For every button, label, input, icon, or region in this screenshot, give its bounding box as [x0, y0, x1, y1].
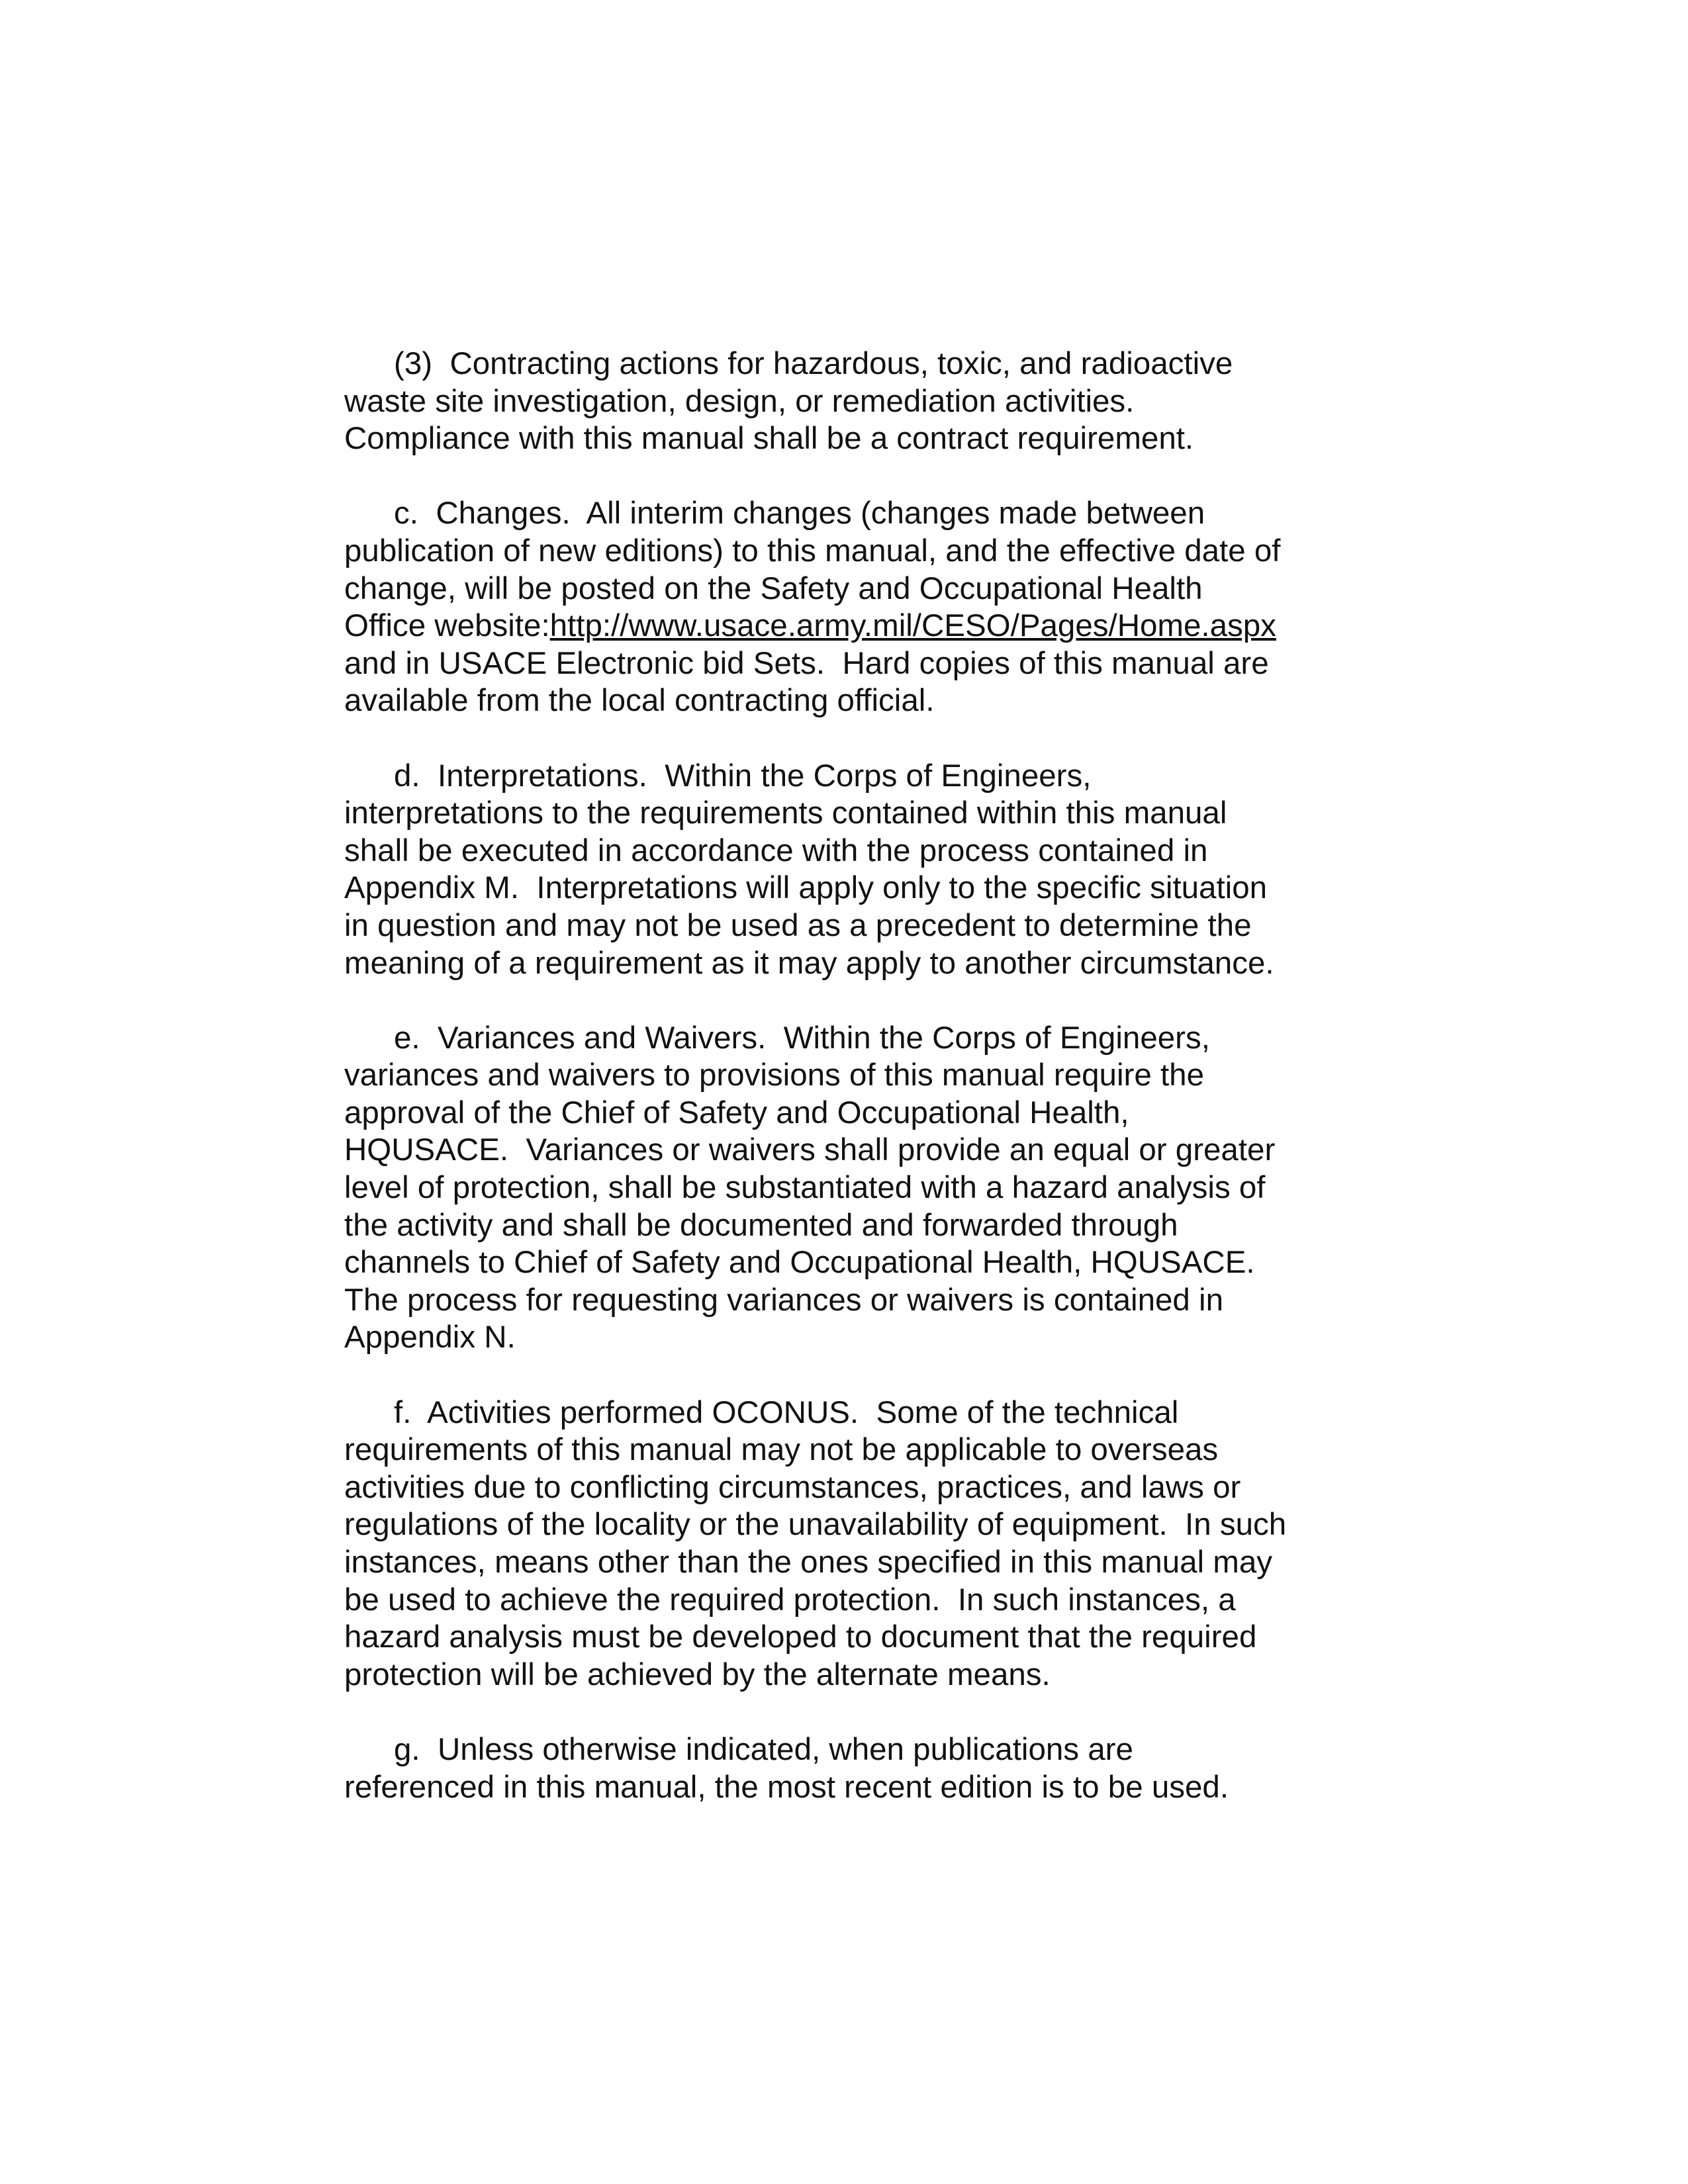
text-line: channels to Chief of Safety and Occupational Health, HQUSACE. [344, 1245, 1255, 1281]
text-line: level of protection, shall be substantiated with a hazard analysis of [344, 1170, 1266, 1206]
text-line: f. Activities performed OCONUS. Some of the technical [394, 1394, 1179, 1430]
text-line: d. Interpretations. Within the Corps of Engineers, [394, 758, 1092, 794]
paragraph-interpretations [344, 758, 1390, 983]
text-line: Appendix M. Interpretations will apply only to the specific situation [344, 870, 1268, 906]
paragraph-changes [344, 495, 1390, 720]
website-label: Office website: [344, 608, 550, 644]
paragraph-contracting-actions [344, 345, 1390, 458]
text-line: meaning of a requirement as it may apply to another circumstance. [344, 945, 1274, 981]
text-line: g. Unless otherwise indicated, when publications are [394, 1731, 1133, 1767]
text-line: The process for requesting variances or waivers is contained in [344, 1282, 1224, 1318]
paragraph-variances-waivers [344, 1020, 1390, 1357]
text-line: HQUSACE. Variances or waivers shall provide an equal or greater [344, 1132, 1276, 1168]
text-line: variances and waivers to provisions of this manual require the [344, 1058, 1204, 1093]
paragraph-oconus-activities [344, 1394, 1390, 1694]
text-line: instances, means other than the ones specified in this manual may [344, 1545, 1273, 1580]
text-line: approval of the Chief of Safety and Occupational Health, [344, 1095, 1129, 1130]
text-line: interpretations to the requirements contained within this manual [344, 796, 1227, 831]
text-line: available from the local contracting official. [344, 683, 935, 719]
text-line: Appendix N. [344, 1320, 516, 1355]
text-line: referenced in this manual, the most recent edition is to be used. [344, 1769, 1229, 1805]
text-line: shall be executed in accordance with the process contained in [344, 833, 1208, 868]
text-line: e. Variances and Waivers. Within the Corps of Engineers, [394, 1020, 1210, 1056]
paragraph-publications [344, 1731, 1390, 1806]
text-line: Compliance with this manual shall be a contract requirement. [344, 421, 1194, 457]
text-line: be used to achieve the required protection. In such instances, a [344, 1582, 1236, 1617]
text-line: hazard analysis must be developed to document that the required [344, 1619, 1257, 1655]
text-line: and in USACE Electronic bid Sets. Hard copies of this manual are [344, 645, 1269, 681]
text-line: activities due to conflicting circumstances, practices, and laws or [344, 1469, 1241, 1505]
text-line: change, will be posted on the Safety and Occupational Health [344, 570, 1203, 606]
text-line: the activity and shall be documented and forwarded through [344, 1207, 1178, 1243]
ceso-website-link[interactable]: http://www.usace.army.mil/CESO/Pages/Home.aspx [549, 608, 1276, 644]
text-line: in question and may not be used as a precedent to determine the [344, 907, 1252, 943]
text-line: (3) Contracting actions for hazardous, toxic, and radioactive [394, 346, 1233, 381]
text-line [344, 608, 1390, 645]
text-line: regulations of the locality or the unavailability of equipment. In such [344, 1507, 1287, 1543]
text-line: requirements of this manual may not be applicable to overseas [344, 1432, 1219, 1468]
text-line: c. Changes. All interim changes (changes made between [394, 496, 1205, 531]
body-text [344, 345, 1390, 1844]
text-line: publication of new editions) to this manual, and the effective date of [344, 533, 1281, 569]
text-line: waste site investigation, design, or remediation activities. [344, 383, 1135, 419]
text-line: protection will be achieved by the alternate means. [344, 1657, 1051, 1692]
